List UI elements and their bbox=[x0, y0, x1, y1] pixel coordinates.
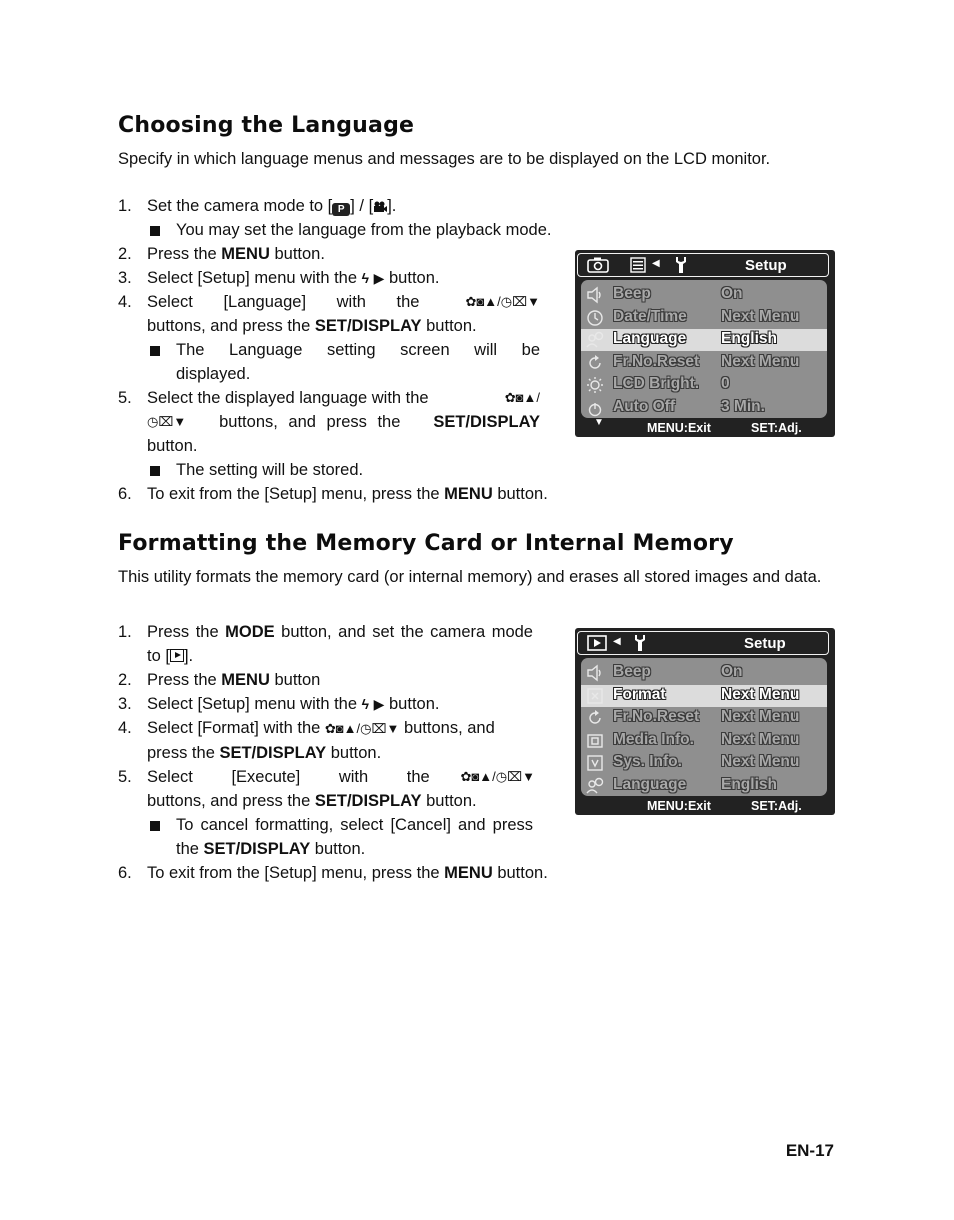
setting-label: Beep bbox=[613, 285, 651, 302]
up-arrow-icon: ▲ bbox=[479, 769, 493, 784]
setting-label: Date/Time bbox=[613, 307, 687, 325]
up-arrow-icon: ▲ bbox=[523, 390, 537, 405]
settings-panel bbox=[581, 658, 827, 796]
up-arrow-icon: ▲ bbox=[343, 721, 357, 736]
step-text: Select [Setup] menu with the bbox=[147, 269, 362, 287]
step-1 bbox=[118, 620, 533, 668]
step-text: To exit from the [Setup] menu, press the bbox=[147, 864, 445, 882]
down-arrow-icon: ▼ bbox=[522, 769, 535, 784]
step-number: 4. bbox=[118, 719, 132, 737]
down-arrow-icon: ▼ bbox=[386, 721, 400, 736]
set-display-button-label: SET/DISPLAY bbox=[219, 744, 327, 762]
macro-face-up-timer-delete-down-icons: ✿◙▲/◷⌧▼ bbox=[324, 721, 400, 736]
step-text: button. bbox=[326, 744, 382, 762]
program-mode-icon: P bbox=[332, 203, 350, 216]
setup-tab-label: Setup bbox=[744, 635, 786, 652]
menu-button-label: MENU bbox=[221, 245, 270, 263]
flash-icon: ϟ bbox=[361, 270, 370, 286]
footer-adjust-hint: SET:Adj. bbox=[751, 799, 802, 813]
set-display-button-label: SET/DISPLAY bbox=[433, 413, 540, 431]
section-title-language: Choosing the Language bbox=[118, 113, 415, 138]
setting-value: English bbox=[721, 330, 777, 347]
sysinfo-icon bbox=[586, 754, 604, 772]
wrench-icon bbox=[633, 634, 647, 652]
bullet-square-icon bbox=[150, 466, 160, 476]
note bbox=[147, 813, 533, 861]
setting-label: Media Info. bbox=[613, 730, 694, 748]
setting-row-sys-info[interactable] bbox=[581, 752, 827, 774]
note-text: The setting will be stored. bbox=[176, 461, 364, 479]
note bbox=[147, 218, 608, 242]
step-text: button. bbox=[421, 792, 477, 810]
setting-label: Fr.No.Reset bbox=[613, 708, 700, 725]
step-number: 1. bbox=[118, 197, 132, 215]
settings-panel bbox=[581, 280, 827, 418]
setting-label: Fr.No.Reset bbox=[613, 352, 700, 370]
setting-value: Next Menu bbox=[721, 352, 800, 370]
set-display-button-label: SET/DISPLAY bbox=[203, 840, 311, 858]
step-text: button. bbox=[269, 245, 325, 263]
bullet-square-icon bbox=[150, 821, 160, 831]
timer-delete-down-icons: ◷⌧▼ bbox=[147, 414, 187, 429]
step-text: Select [Language] with the bbox=[147, 293, 420, 311]
step-text: buttons, and press the bbox=[219, 413, 401, 431]
section-title-format: Formatting the Memory Card or Internal Memory bbox=[118, 531, 734, 556]
left-arrow-icon: ◀ bbox=[613, 636, 621, 647]
step-number: 6. bbox=[118, 864, 132, 882]
step-text: button bbox=[269, 671, 321, 689]
setting-value: On bbox=[721, 285, 743, 302]
step-4 bbox=[118, 290, 540, 386]
setting-row-date-time[interactable] bbox=[581, 307, 827, 329]
setting-label: Auto Off bbox=[613, 397, 675, 415]
camera-icon bbox=[587, 257, 609, 273]
step-text: Set the camera mode to [ bbox=[147, 197, 333, 215]
set-display-button-label: SET/DISPLAY bbox=[314, 317, 422, 335]
step-text: buttons, and press the bbox=[147, 317, 315, 335]
setting-row-fr-no-reset[interactable] bbox=[581, 352, 827, 374]
slash: / bbox=[492, 769, 496, 784]
wrench-icon bbox=[674, 256, 688, 274]
slash: / bbox=[356, 721, 361, 736]
note-text: button. bbox=[310, 840, 366, 858]
step-text: button, and set the camera mode to [ bbox=[147, 623, 533, 665]
slash: / bbox=[497, 294, 501, 309]
power-off-icon bbox=[586, 399, 604, 417]
step-text: ] / [ bbox=[350, 197, 374, 215]
left-arrow-icon: ◀ bbox=[652, 258, 660, 269]
step-5 bbox=[118, 386, 540, 482]
speaker-icon bbox=[586, 286, 604, 304]
section-intro-language: Specify in which language menus and messages are to be displayed on the LCD monitor. bbox=[118, 150, 771, 168]
up-arrow-icon: ▲ bbox=[484, 294, 498, 309]
page-number: EN-17 bbox=[785, 1141, 834, 1160]
step-text: button. bbox=[384, 269, 440, 287]
step-text: buttons, and press the bbox=[147, 719, 495, 762]
note-text: The Language setting screen will be displayed. bbox=[176, 341, 540, 383]
step-number: 4. bbox=[118, 293, 132, 311]
setting-value: Next Menu bbox=[721, 307, 800, 325]
setup-screen-language bbox=[575, 250, 835, 437]
step-2 bbox=[118, 668, 533, 692]
setting-label: Language bbox=[613, 330, 687, 347]
menu-button-label: MENU bbox=[221, 671, 270, 689]
step-text: Press the bbox=[147, 671, 222, 689]
step-text: button. bbox=[147, 437, 198, 455]
macro-face-up-timer-delete-down-icons: ✿◙▲/◷⌧▼ bbox=[460, 769, 535, 784]
setting-row-auto-off[interactable] bbox=[581, 397, 827, 419]
right-arrow-icon: ▶ bbox=[373, 270, 385, 286]
step-number: 3. bbox=[118, 695, 132, 713]
note-text: You may set the language from the playback mode. bbox=[176, 221, 552, 239]
step-text: Press the bbox=[147, 245, 222, 263]
setting-label: LCD Bright. bbox=[613, 375, 700, 392]
down-arrow-icon: ▼ bbox=[527, 294, 540, 309]
step-text: Select the displayed language with the bbox=[147, 389, 429, 407]
step-5 bbox=[118, 765, 533, 861]
movie-camera-icon bbox=[373, 201, 387, 213]
step-text: ]. bbox=[387, 197, 397, 215]
step-3 bbox=[118, 692, 533, 716]
step-6 bbox=[118, 482, 548, 506]
step-text: Press the bbox=[147, 623, 226, 641]
bullet-square-icon bbox=[150, 346, 160, 356]
macro-face-up-icons: ✿◙▲/ bbox=[504, 390, 540, 405]
language-icon bbox=[586, 331, 604, 349]
clock-icon bbox=[586, 309, 604, 327]
note bbox=[147, 338, 540, 386]
mode-button-label: MODE bbox=[225, 623, 275, 641]
step-3 bbox=[118, 266, 608, 290]
speaker-icon bbox=[586, 664, 604, 682]
flash-icon: ϟ bbox=[361, 696, 370, 712]
step-number: 2. bbox=[118, 245, 132, 263]
setting-value: 0 bbox=[721, 375, 730, 392]
step-number: 1. bbox=[118, 623, 132, 641]
step-number: 2. bbox=[118, 671, 132, 689]
step-text: button. bbox=[421, 317, 477, 335]
step-text: buttons, and press the bbox=[147, 792, 315, 810]
brightness-icon bbox=[586, 376, 604, 394]
footer-exit-hint: MENU:Exit bbox=[647, 421, 711, 435]
right-arrow-icon: ▶ bbox=[373, 696, 385, 712]
setup-screen-format bbox=[575, 628, 835, 815]
down-arrow-icon: ▼ bbox=[173, 414, 187, 429]
step-text: Select [Setup] menu with the bbox=[147, 695, 362, 713]
setting-value: On bbox=[721, 663, 743, 680]
playback-mode-icon bbox=[170, 649, 184, 662]
step-2 bbox=[118, 242, 608, 266]
setting-value: 3 Min. bbox=[721, 397, 765, 415]
setting-row-format[interactable] bbox=[581, 685, 827, 707]
step-text: ]. bbox=[183, 647, 194, 665]
macro-face-up-timer-delete-down-icons: ✿◙▲/◷⌧▼ bbox=[465, 294, 540, 309]
step-number: 5. bbox=[118, 389, 132, 407]
setting-value: Next Menu bbox=[721, 708, 800, 725]
step-text: Select [Execute] with the bbox=[147, 768, 430, 786]
format-steps bbox=[118, 620, 533, 861]
step-text: Select [Format] with the bbox=[147, 719, 325, 737]
setup-tab-label: Setup bbox=[745, 257, 787, 274]
setting-label: Beep bbox=[613, 663, 651, 680]
menu-tab-bar bbox=[577, 631, 829, 655]
note bbox=[147, 458, 540, 482]
bullet-square-icon bbox=[150, 226, 160, 236]
footer-adjust-hint: SET:Adj. bbox=[751, 421, 802, 435]
step-number: 5. bbox=[118, 768, 132, 786]
step-text: To exit from the [Setup] menu, press the bbox=[147, 485, 445, 503]
step-number: 6. bbox=[118, 485, 132, 503]
setting-value: Next Menu bbox=[721, 730, 800, 748]
setting-row-fr-no-reset[interactable] bbox=[581, 707, 827, 729]
setting-row-language[interactable] bbox=[581, 329, 827, 351]
step-6 bbox=[118, 861, 548, 885]
slash: / bbox=[536, 390, 540, 405]
step-text: button. bbox=[492, 864, 548, 882]
set-display-button-label: SET/DISPLAY bbox=[314, 792, 422, 810]
language-steps bbox=[118, 194, 608, 290]
menu-button-label: MENU bbox=[444, 485, 493, 503]
menu-tab-bar bbox=[577, 253, 829, 277]
setting-value: Next Menu bbox=[721, 685, 800, 703]
setting-row-media-info[interactable] bbox=[581, 730, 827, 752]
step-number: 3. bbox=[118, 269, 132, 287]
setting-row-beep[interactable] bbox=[581, 284, 827, 306]
format-icon bbox=[586, 687, 604, 705]
setting-label: Sys. Info. bbox=[613, 753, 682, 770]
down-arrow-icon: ▼ bbox=[594, 417, 604, 428]
setting-row-beep[interactable] bbox=[581, 662, 827, 684]
menu-button-label: MENU bbox=[444, 864, 493, 882]
setting-label: Format bbox=[613, 685, 666, 703]
setting-value: Next Menu bbox=[721, 753, 800, 770]
step-1 bbox=[118, 194, 608, 242]
step-4 bbox=[118, 716, 533, 765]
note-text: To cancel formatting, select [Cancel] and press the bbox=[176, 816, 533, 858]
reset-icon bbox=[586, 354, 604, 372]
setting-label: Language bbox=[613, 775, 687, 793]
setting-value: English bbox=[721, 775, 777, 793]
list-menu-icon bbox=[630, 257, 646, 273]
setting-row-language[interactable] bbox=[581, 775, 827, 797]
setting-row-lcd-bright[interactable] bbox=[581, 374, 827, 396]
step-text: button. bbox=[384, 695, 440, 713]
media-icon bbox=[586, 732, 604, 750]
footer-exit-hint: MENU:Exit bbox=[647, 799, 711, 813]
playback-icon bbox=[587, 635, 607, 651]
language-icon bbox=[586, 777, 604, 795]
reset-icon bbox=[586, 709, 604, 727]
section-intro-format: This utility formats the memory card (or internal memory) and erases all stored images and data. bbox=[118, 568, 822, 586]
step-text: button. bbox=[492, 485, 548, 503]
